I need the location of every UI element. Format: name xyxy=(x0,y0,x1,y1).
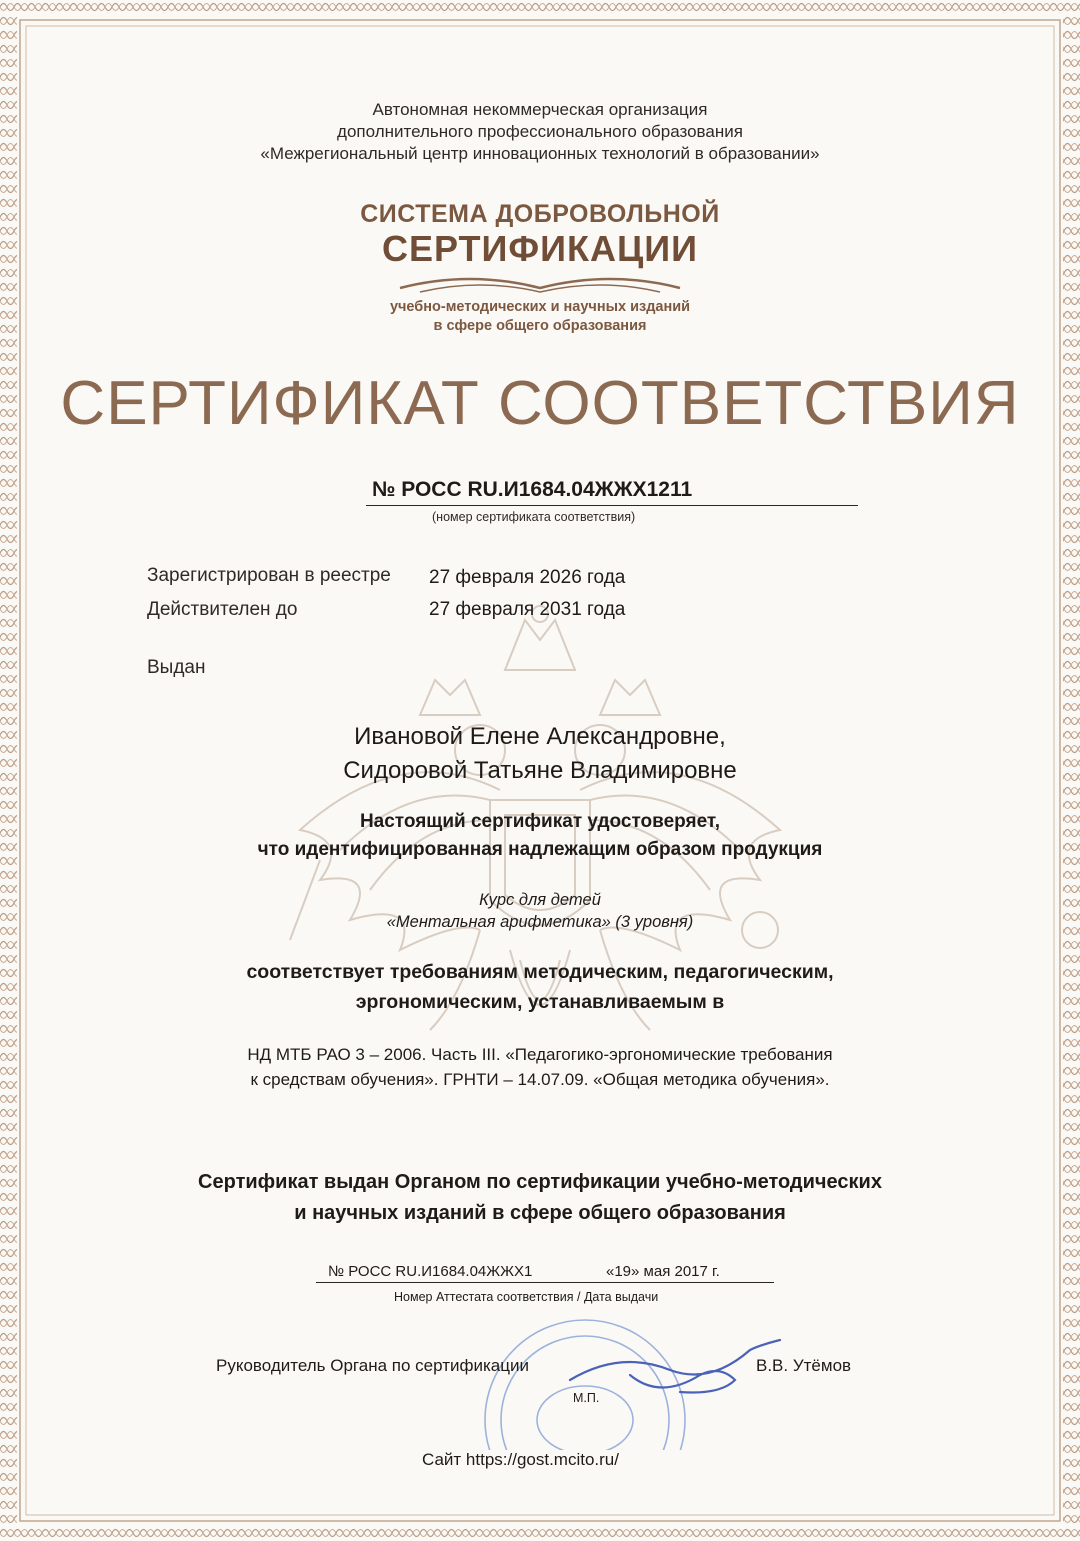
logo-subtitle-line-1: учебно-методических и научных изданий xyxy=(389,299,691,315)
issuer-line-2: и научных изданий в сфере общего образования xyxy=(294,1202,786,1224)
standard-line-1: НД МТБ РАО 3 – 2006. Часть III. «Педагогико-эргономические требования xyxy=(247,1045,833,1064)
certificate-title: СЕРТИФИКАТ СООТВЕТСТВИЯ xyxy=(60,369,1020,438)
logo-title-line-2: СЕРТИФИКАЦИИ xyxy=(381,228,699,269)
compliance-line-2: эргономическим, устанавливаемым в xyxy=(355,991,725,1013)
valid-until-label: Действителен до xyxy=(147,599,298,620)
product-line-2: «Ментальная арифметика» (3 уровня) xyxy=(386,913,694,931)
website-link[interactable]: Сайт https://gost.mcito.ru/ xyxy=(422,1450,619,1469)
certificate-number-underline xyxy=(366,505,858,506)
valid-until-value: 27 февраля 2031 года xyxy=(429,599,626,620)
certificate-number: № РОСС RU.И1684.04ЖЖХ1211 xyxy=(372,478,693,501)
compliance-line-1: соответствует требованиям методическим, педагогическим, xyxy=(246,961,834,983)
logo-title-line-1: СИСТЕМА ДОБРОВОЛЬНОЙ xyxy=(360,200,720,228)
signatory-role: Руководитель Органа по сертификации xyxy=(216,1356,529,1375)
recipient-line-2: Сидоровой Татьяне Владимировне xyxy=(343,757,737,784)
product-line-1: Курс для детей xyxy=(479,891,601,909)
issued-label: Выдан xyxy=(147,657,206,678)
organization-line-1: Автономная некоммерческая организация xyxy=(372,100,708,119)
attestat-underline xyxy=(316,1282,774,1283)
attestat-date: «19» мая 2017 г. xyxy=(606,1263,720,1280)
signatory-name: В.В. Утёмов xyxy=(756,1356,852,1375)
logo-subtitle-line-2: в сфере общего образования xyxy=(433,318,647,334)
certificate-number-caption: (номер сертификата соответствия) xyxy=(432,510,636,524)
book-emblem-icon xyxy=(390,268,690,296)
issuer-line-1: Сертификат выдан Органом по сертификации учебно-методических xyxy=(198,1171,882,1193)
statement-line-1: Настоящий сертификат удостоверяет, xyxy=(359,811,721,832)
standard-line-2: к средствам обучения». ГРНТИ – 14.07.09. «Общая методика обучения». xyxy=(250,1070,830,1089)
stamp-place-mark: М.П. xyxy=(573,1391,600,1405)
registered-label: Зарегистрирован в реестре xyxy=(147,565,391,586)
statement-line-2: что идентифицированная надлежащим образом продукция xyxy=(257,839,823,860)
attestat-number: № РОСС RU.И1684.04ЖЖХ1 xyxy=(328,1263,533,1280)
attestat-caption: Номер Аттестата соответствия / Дата выдачи xyxy=(394,1290,659,1304)
registered-value: 27 февраля 2026 года xyxy=(429,567,626,588)
organization-line-2: дополнительного профессионального образования xyxy=(337,122,743,141)
organization-line-3: «Межрегиональный центр инновационных технологий в образовании» xyxy=(260,144,820,163)
recipient-line-1: Ивановой Елене Александровне, xyxy=(354,723,726,750)
